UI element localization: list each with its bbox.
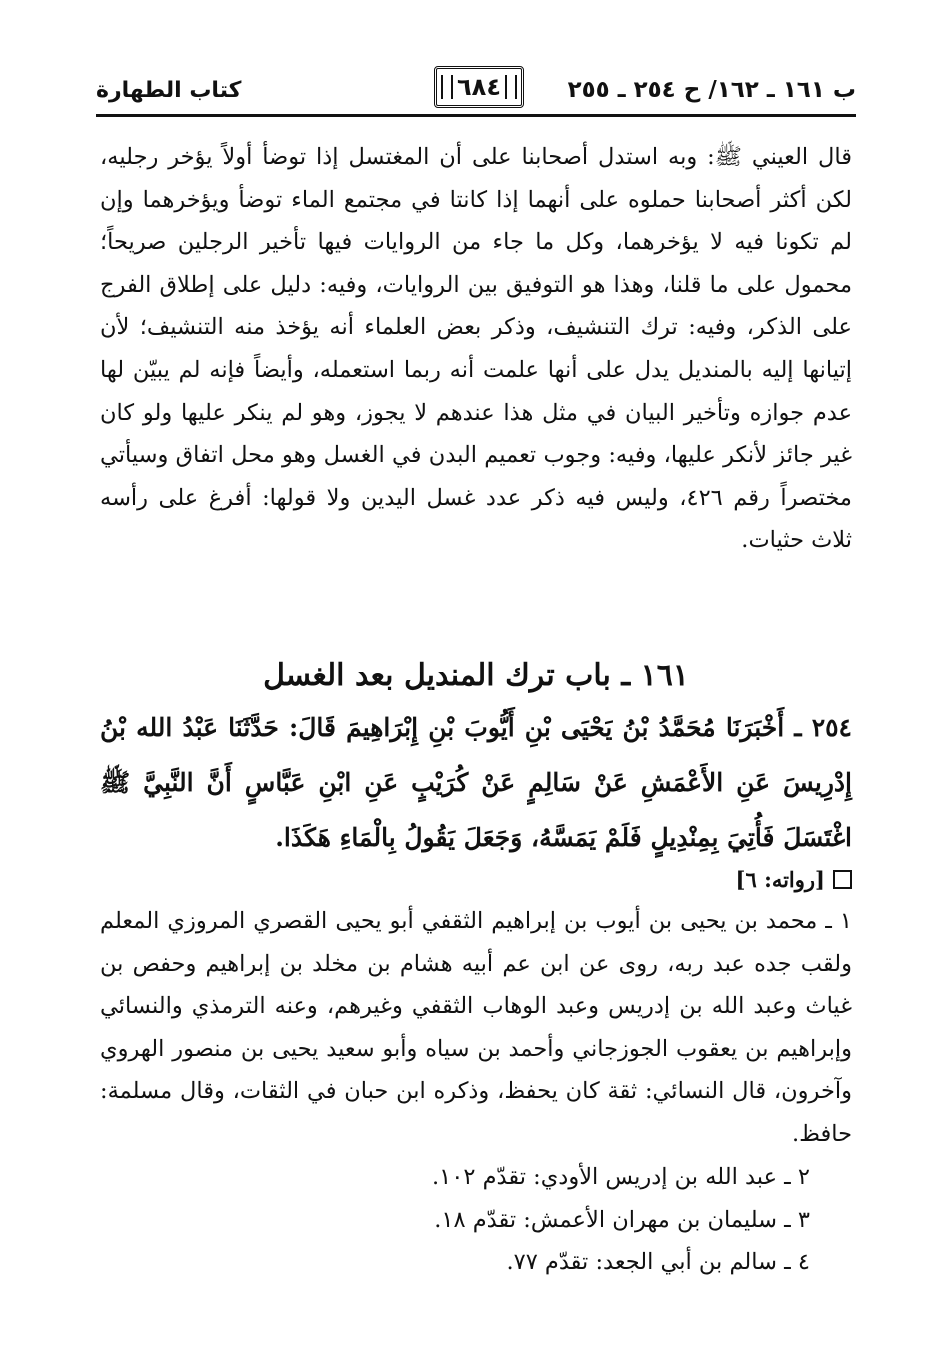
page-number-box — [434, 66, 524, 108]
header-rule — [96, 114, 856, 117]
commentary-paragraph: قال العيني ﷺ: وبه استدل أصحابنا على أن المغتسل إذا توضأ أولاً يؤخر رجليه، لكن أكثر أصحابنا حملوه على أنهما إذا كانتا في مجتمع الماء توضأ ويؤخرهما وإن لم تكونا فيه لا يؤخرهما، وكل ما جاء من الروايات فيها تأخير الرجلين صريحاً؛ محمول على ما قلنا، وهذا هو التوفيق بين الروايات، وفيه: دليل على إطلاق الفرج على الذكر، وفيه: ترك التنشيف، وذكر بعض العلماء أنه يؤخذ منه التنشيف؛ لأن إتيانها إليه بالمنديل يدل على أنها علمت أنه ربما استعمله، وأيضاً فإنه لم يبيّن لها عدم جوازه وتأخير البيان في مثل هذا عندهم لا يجوز، وهو لم ينكر عليها ولو كان غير جائز لأنكر عليها، وفيه: وجوب تعميم البدن في الغسل وهو محل اتفاق وسيأتي مختصراً رقم ٤٢٦، وليس فيه ذكر عدد غسل اليدين ولا قولها: أفرغ على رأسه ثلاث حثيات. — [100, 144, 852, 554]
square-bullet-icon — [833, 870, 852, 889]
narrator-entry-1: ١ ـ محمد بن يحيى بن أيوب بن إبراهيم الثقفي أبو يحيى القصري المروزي المعلم ولقب جده عبد ربه، روى عن ابن عم أبيه هشام بن مخلد بن إبراهيم وحفص بن غياث وعبد الله بن إدريس وعبد الوهاب الثقفي وغيرهم، وعنه الترمذي والنسائي وإبراهيم بن يعقوب الجوزجاني وأحمد بن سياه وأبو سعيد يحيى بن منصور الهروي وآخرون، قال النسائي: ثقة كان يحفظ، وذكره ابن حبان في الثقات، وقال مسلمة: حافظ. — [100, 908, 852, 1147]
page-number: ٦٨٤ — [457, 73, 501, 101]
narrators-heading-label: [رواته: ٦] — [735, 866, 825, 892]
narrator-entry: ٢ ـ عبد الله بن إدريس الأودي: تقدّم ١٠٢. — [432, 1164, 810, 1190]
header-references: ب ١٦١ ـ ١٦٢/ ح ٢٥٤ ـ ٢٥٥ — [567, 77, 856, 103]
narrators-heading — [100, 862, 852, 896]
narrators-list — [100, 1156, 810, 1284]
chapter-title: ١٦١ ـ باب ترك المنديل بعد الغسل — [263, 658, 689, 693]
narrator-entry: ٤ ـ سالم بن أبي الجعد: تقدّم ٧٧. — [506, 1249, 810, 1276]
narrator-entry: ٣ ـ سليمان بن مهران الأعمش: تقدّم ١٨. — [434, 1206, 810, 1233]
header-book-title: كتاب الطهارة — [96, 77, 242, 103]
ornamental-frame-icon — [434, 66, 524, 108]
hadith-text: ٢٥٤ ـ أَخْبَرَنَا مُحَمَّدُ بْنُ يَحْيَى بْنِ أَيُّوبَ بْنِ إِبْرَاهِيمَ قَالَ: حَدَّثَنَا عَبْدُ الله بْنُ إِدْرِيسَ عَنِ الأَعْمَشِ عَنْ سَالِمٍ عَنْ كُرَيْبٍ عَنِ ابْنِ عَبَّاسٍ أَنَّ النَّبِيَّ ﷺ اغْتَسَلَ فَأُتِيَ بِمِنْدِيلٍ فَلَمْ يَمَسَّهُ، وَجَعَلَ يَقُولُ بِالْمَاءِ هَكَذَا. — [100, 713, 852, 852]
